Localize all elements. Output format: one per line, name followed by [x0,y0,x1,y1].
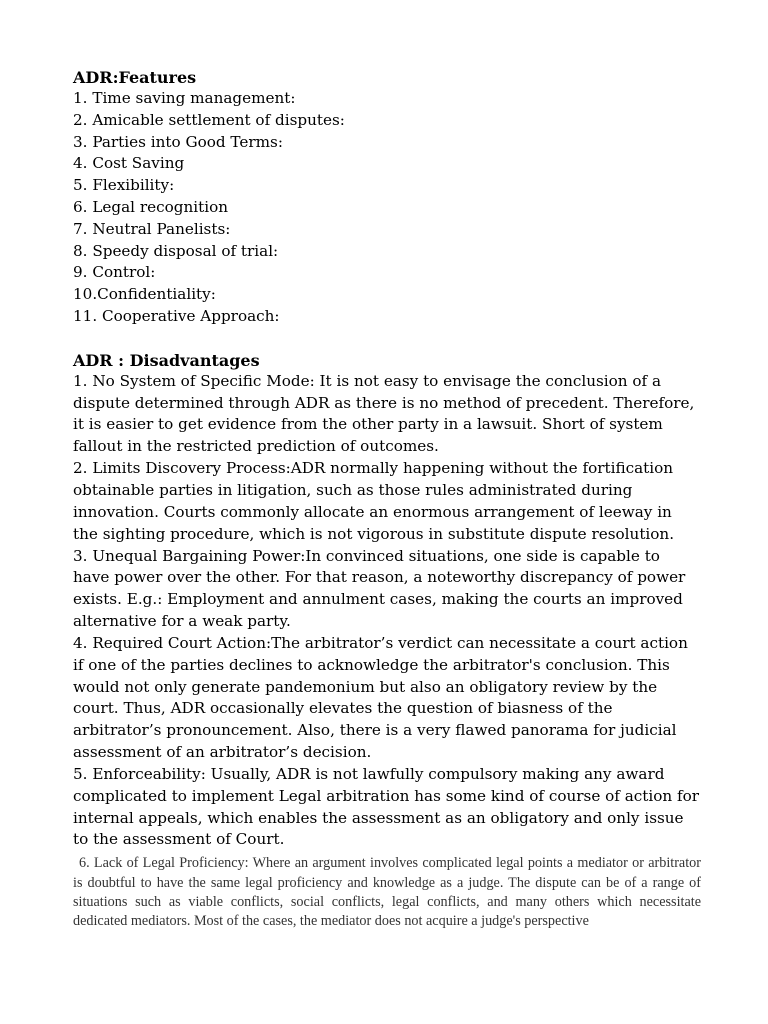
document-page [73,67,701,931]
features-heading: ADR:Features [73,68,197,87]
feature-item-1: 1. Time saving management: [73,89,296,107]
feature-item-9: 9. Control: [73,263,156,282]
feature-item-8: 8. Speedy disposal of trial: [73,241,279,260]
disadvantage-paragraph-5: 5. Enforceability: Usually, ADR is not lawfully compulsory making any award complicated to implement Legal arbitration has some kind of course of action for internal appeals, which enables the assessment as an obligatory and only issue to the assessment of Court. [73,764,700,849]
disadvantage-paragraph-3: 3. Unequal Bargaining Power:In convinced situations, one side is capable to have power over the other. For that reason, a noteworthy discrepancy of power exists. E.g.: Employment and annulment cases, making the courts an improved alternative for a weak party. [73,546,686,631]
feature-item-10: 10.Confidentiality: [73,285,216,304]
disadvantage-paragraph-4: 4. Required Court Action:The arbitrator’s verdict can necessitate a court action if one of the parties declines to acknowledge the arbitrator's conclusion. This would not only generate pandemonium but also an obligatory review by the court. Thus, ADR occasionally elevates the question of biasness of the arbitrator’s pronouncement. Also, there is a very flawed panorama for judicial assessment of an arbitrator’s decision. [73,633,688,762]
feature-item-2: 2. Amicable settlement of disputes: [73,110,345,129]
feature-item-11: 11. Cooperative Approach: [73,306,280,325]
disadvantage-paragraph-1: 1. No System of Specific Mode: It is not easy to envisage the conclusion of a dispute determined through ADR as there is no method of precedent. Therefore, it is easier to get evidence from the other party in a lawsuit. Short of system fallout in the restricted prediction of outcomes. [73,371,695,456]
feature-item-6: 6. Legal recognition [73,197,228,216]
disadvantage-paragraph-6: 6. Lack of Legal Proficiency: Where an argument involves complicated legal points a mediator or arbitrator is doubtful to have the same legal proficiency and knowledge as a judge. The dispute can be of a range of situations such as viable conflicts, social conflicts, legal conflicts, and many others which necessitate dedicated mediators. Most of the cases, the mediator does not acquire a judge's perspective [73,855,701,929]
feature-item-4: 4. Cost Saving [73,154,185,173]
feature-item-5: 5. Flexibility: [73,176,175,195]
disadvantages-heading: ADR : Disadvantages [73,350,260,370]
features-list [73,88,701,328]
feature-item-7: 7. Neutral Panelists: [73,219,231,238]
feature-item-3: 3. Parties into Good Terms: [73,132,283,151]
disadvantage-paragraph-2: 2. Limits Discovery Process:ADR normally happening without the fortification obtainable parties in litigation, such as those rules administrated during innovation. Courts commonly allocate an enormous arrangement of leeway in the sighting procedure, which is not vigorous in substitute dispute resolution. [73,459,675,543]
